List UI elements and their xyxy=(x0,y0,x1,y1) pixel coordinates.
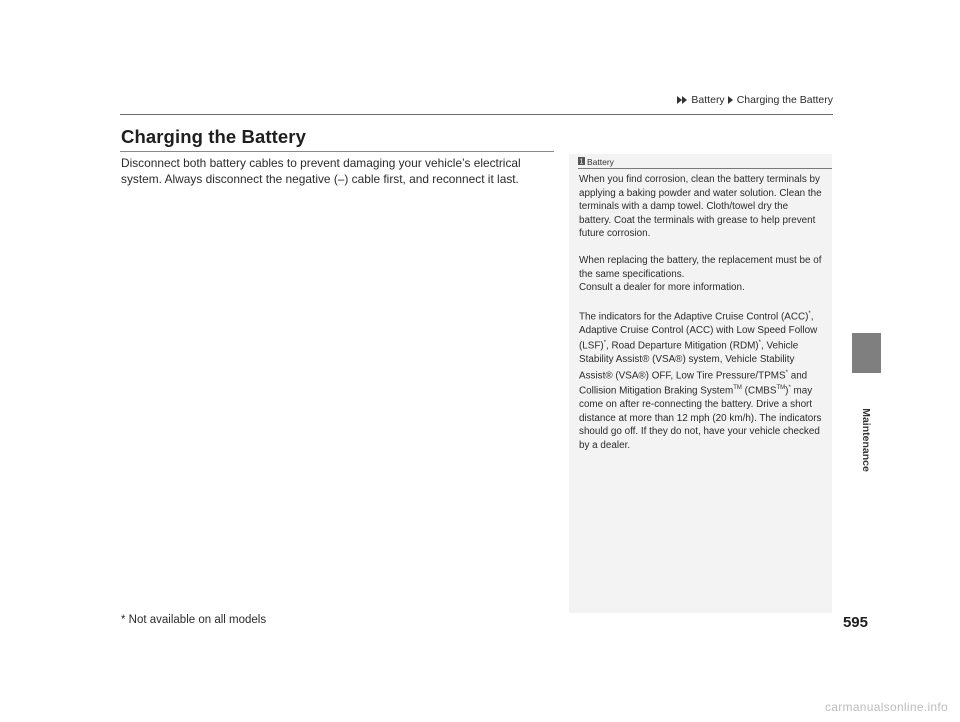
note-text: , Adaptive Cruise Control (ACC) with Low Speed Follow (LSF) xyxy=(579,311,818,352)
note-body xyxy=(569,169,832,452)
note-text: When replacing the battery, the replacement must be of the same specifications. xyxy=(579,255,822,280)
footnote-marker: * xyxy=(788,385,791,392)
note-marker-icon xyxy=(578,157,585,167)
footnote-marker: * xyxy=(603,340,607,347)
sidebar-note xyxy=(569,154,832,613)
section-tab[interactable] xyxy=(852,333,881,373)
watermark: carmanualsonline.info xyxy=(824,700,948,714)
trademark-mark: TM xyxy=(776,385,786,392)
note-title: Battery xyxy=(587,157,614,167)
footnote-marker: * xyxy=(808,311,811,317)
note-text: and Collision Mitigation Braking System xyxy=(579,369,808,397)
note-text: (CMBS xyxy=(741,385,777,397)
body-paragraph: Disconnect both battery cables to prevent damaging your vehicle’s electrical system. Always disconnect the negative (–) cable first, and reconnect it last. xyxy=(121,156,521,186)
title-divider xyxy=(120,151,554,152)
note-paragraph-replacement xyxy=(579,254,822,295)
note-header xyxy=(569,154,832,167)
note-text: , Road Departure Mitigation (RDM) xyxy=(606,340,759,352)
footnote-marker: * xyxy=(785,369,788,376)
svg-text:1: 1 xyxy=(579,158,584,165)
note-text: may come on after re-connecting the battery. Drive a short distance at more than 12 mph (20 km/h). The indicators should go off. If they do not, have your vehicle checked by a dealer. xyxy=(579,385,822,451)
note-paragraph-corrosion: When you find corrosion, clean the battery terminals by applying a baking powder and water solution. Clean the terminals with a damp towel. Cloth/towel dry the battery. Coat the terminals with grease to help prevent future corrosion. xyxy=(579,174,822,239)
note-text: , Vehicle Stability Assist® (VSA®) system, Vehicle Stability Assist® (VSA®) OFF, Low Tire Pressure/TPMS xyxy=(579,340,799,381)
footnote-marker: * xyxy=(758,340,761,347)
section-tab-label: Maintenance xyxy=(860,408,872,472)
note-text: Consult a dealer for more information. xyxy=(579,282,745,293)
breadcrumb-current: Charging the Battery xyxy=(736,94,833,106)
breadcrumb xyxy=(677,94,833,106)
breadcrumb-parent[interactable]: Battery xyxy=(691,94,725,106)
note-paragraph-indicators xyxy=(579,308,822,452)
triangle-right-icon xyxy=(728,96,734,104)
footnote: * Not available on all models xyxy=(121,614,267,626)
trademark-mark: TM xyxy=(733,385,742,392)
double-triangle-right-icon xyxy=(677,96,688,104)
note-text: ) xyxy=(785,385,789,397)
page-title: Charging the Battery xyxy=(121,126,306,147)
note-text: The indicators for the Adaptive Cruise Control (ACC) xyxy=(579,311,809,323)
page-number: 595 xyxy=(842,614,868,631)
header-divider xyxy=(120,114,833,115)
